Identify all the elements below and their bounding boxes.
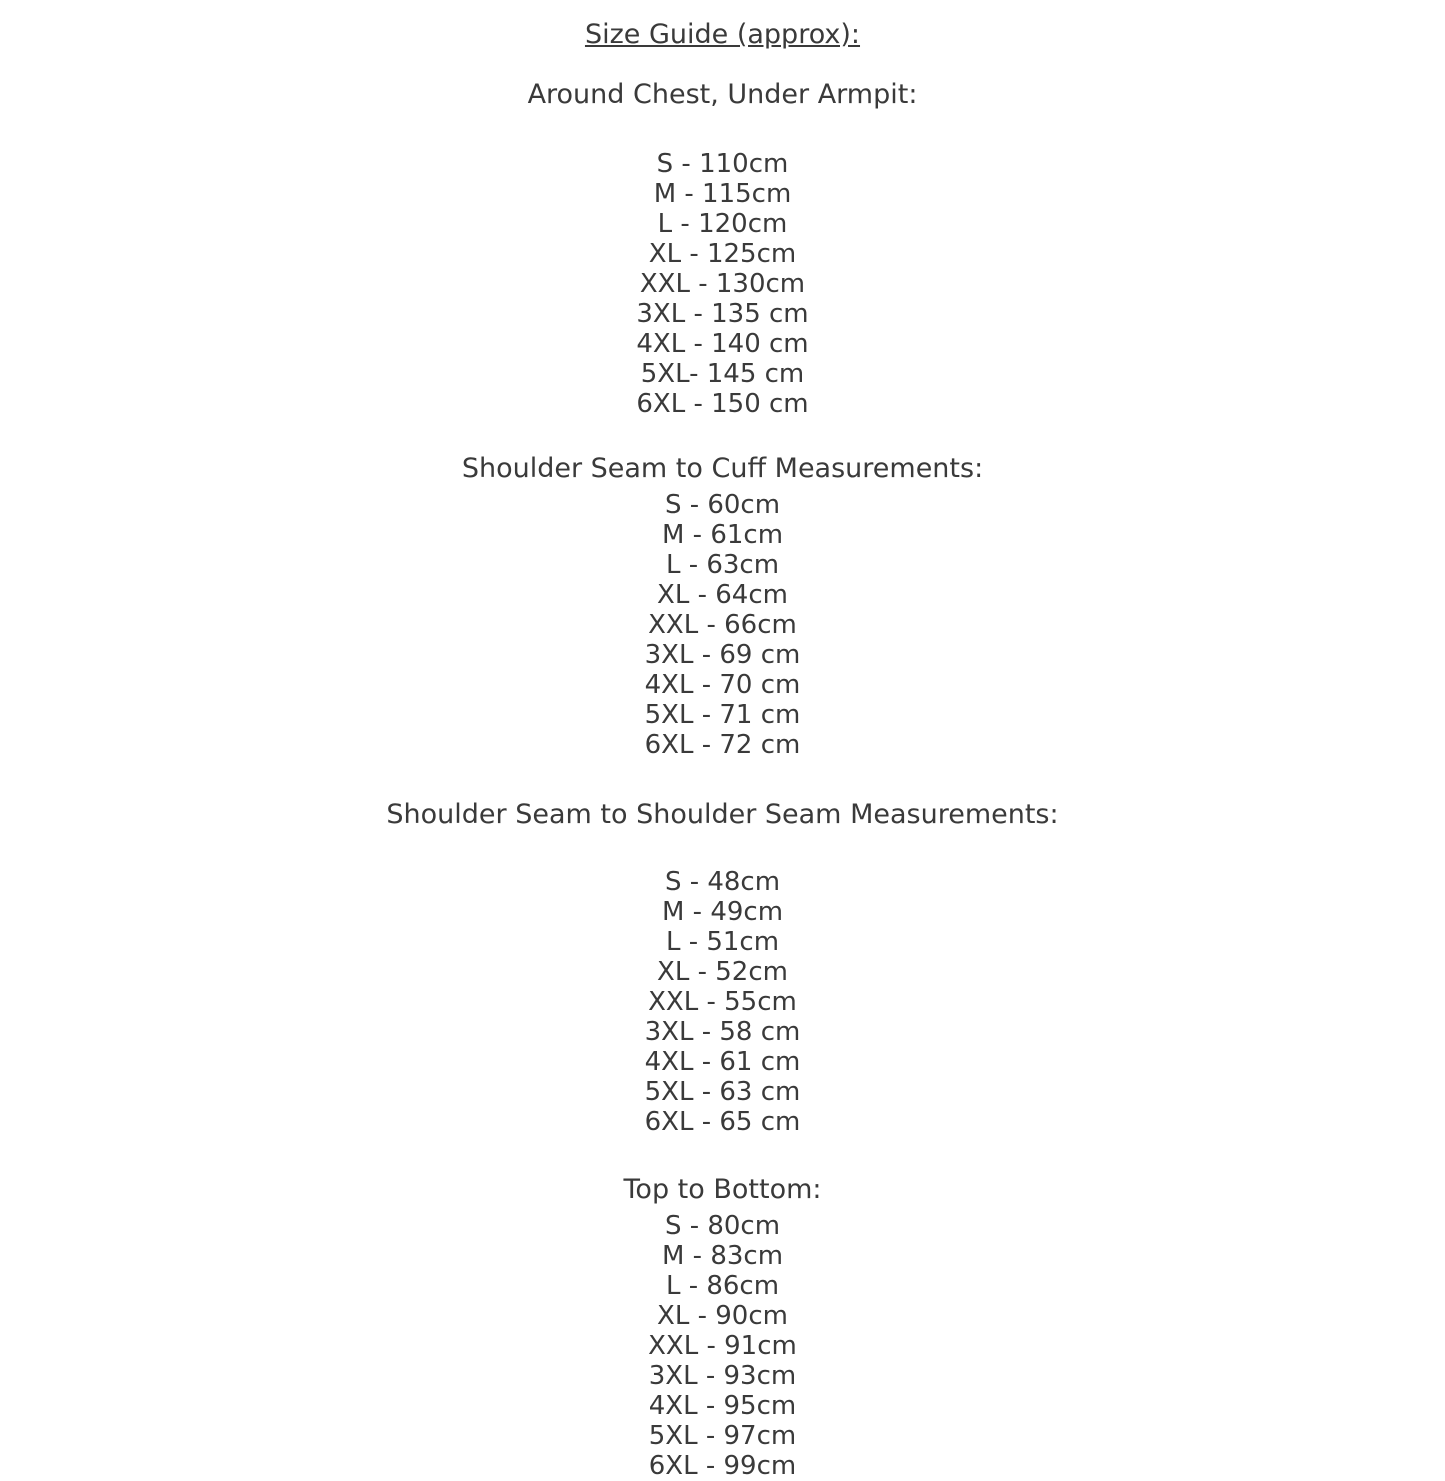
list-item: S - 80cm	[664, 1211, 781, 1241]
list-item: 5XL - 71 cm	[644, 700, 801, 730]
list-item: 6XL - 72 cm	[644, 730, 801, 760]
list-item: 6XL - 150 cm	[636, 389, 809, 419]
list-item: 5XL- 145 cm	[640, 359, 805, 389]
section-heading: Around Chest, Under Armpit:	[527, 79, 918, 110]
list-item: S - 110cm	[656, 149, 789, 179]
list-item: XL - 52cm	[657, 957, 788, 987]
list-item: M - 49cm	[661, 897, 784, 927]
list-item: 3XL - 93cm	[648, 1361, 797, 1391]
list-item: XXL - 91cm	[648, 1331, 797, 1361]
list-item: 5XL - 63 cm	[644, 1077, 801, 1107]
list-item: 4XL - 140 cm	[636, 329, 809, 359]
list-item: 3XL - 135 cm	[636, 299, 809, 329]
page-title: Size Guide (approx):	[584, 19, 861, 50]
list-item: L - 51cm	[665, 927, 780, 957]
section-around-chest	[0, 74, 1445, 419]
list-item: 3XL - 58 cm	[644, 1017, 801, 1047]
list-item: XL - 90cm	[657, 1301, 788, 1331]
list-item: 4XL - 95cm	[648, 1391, 797, 1421]
section-heading: Shoulder Seam to Cuff Measurements:	[461, 453, 984, 484]
list-item: XXL - 55cm	[648, 987, 797, 1017]
list-item: M - 115cm	[653, 179, 792, 209]
list-item: 6XL - 65 cm	[644, 1107, 801, 1137]
list-item: 5XL - 97cm	[648, 1421, 797, 1451]
section-shoulder-to-shoulder	[0, 794, 1445, 1137]
measurement-list	[0, 149, 1445, 419]
measurement-list	[0, 867, 1445, 1137]
list-item: M - 83cm	[661, 1241, 784, 1271]
section-top-to-bottom	[0, 1169, 1445, 1481]
list-item: 4XL - 70 cm	[644, 670, 801, 700]
measurement-list	[0, 490, 1445, 760]
list-item: M - 61cm	[661, 520, 784, 550]
list-item: XL - 125cm	[648, 239, 797, 269]
list-item: XXL - 66cm	[648, 610, 797, 640]
list-item: L - 63cm	[665, 550, 780, 580]
list-item: S - 60cm	[664, 490, 781, 520]
list-item: 6XL - 99cm	[648, 1451, 797, 1481]
section-heading: Top to Bottom:	[623, 1174, 822, 1205]
section-heading: Shoulder Seam to Shoulder Seam Measurements:	[386, 799, 1059, 830]
list-item: L - 120cm	[657, 209, 788, 239]
list-item: 3XL - 69 cm	[644, 640, 801, 670]
list-item: L - 86cm	[665, 1271, 780, 1301]
list-item: S - 48cm	[664, 867, 781, 897]
measurement-list	[0, 1211, 1445, 1481]
list-item: XXL - 130cm	[639, 269, 806, 299]
list-item: XL - 64cm	[657, 580, 788, 610]
section-shoulder-to-cuff	[0, 448, 1445, 760]
list-item: 4XL - 61 cm	[644, 1047, 801, 1077]
